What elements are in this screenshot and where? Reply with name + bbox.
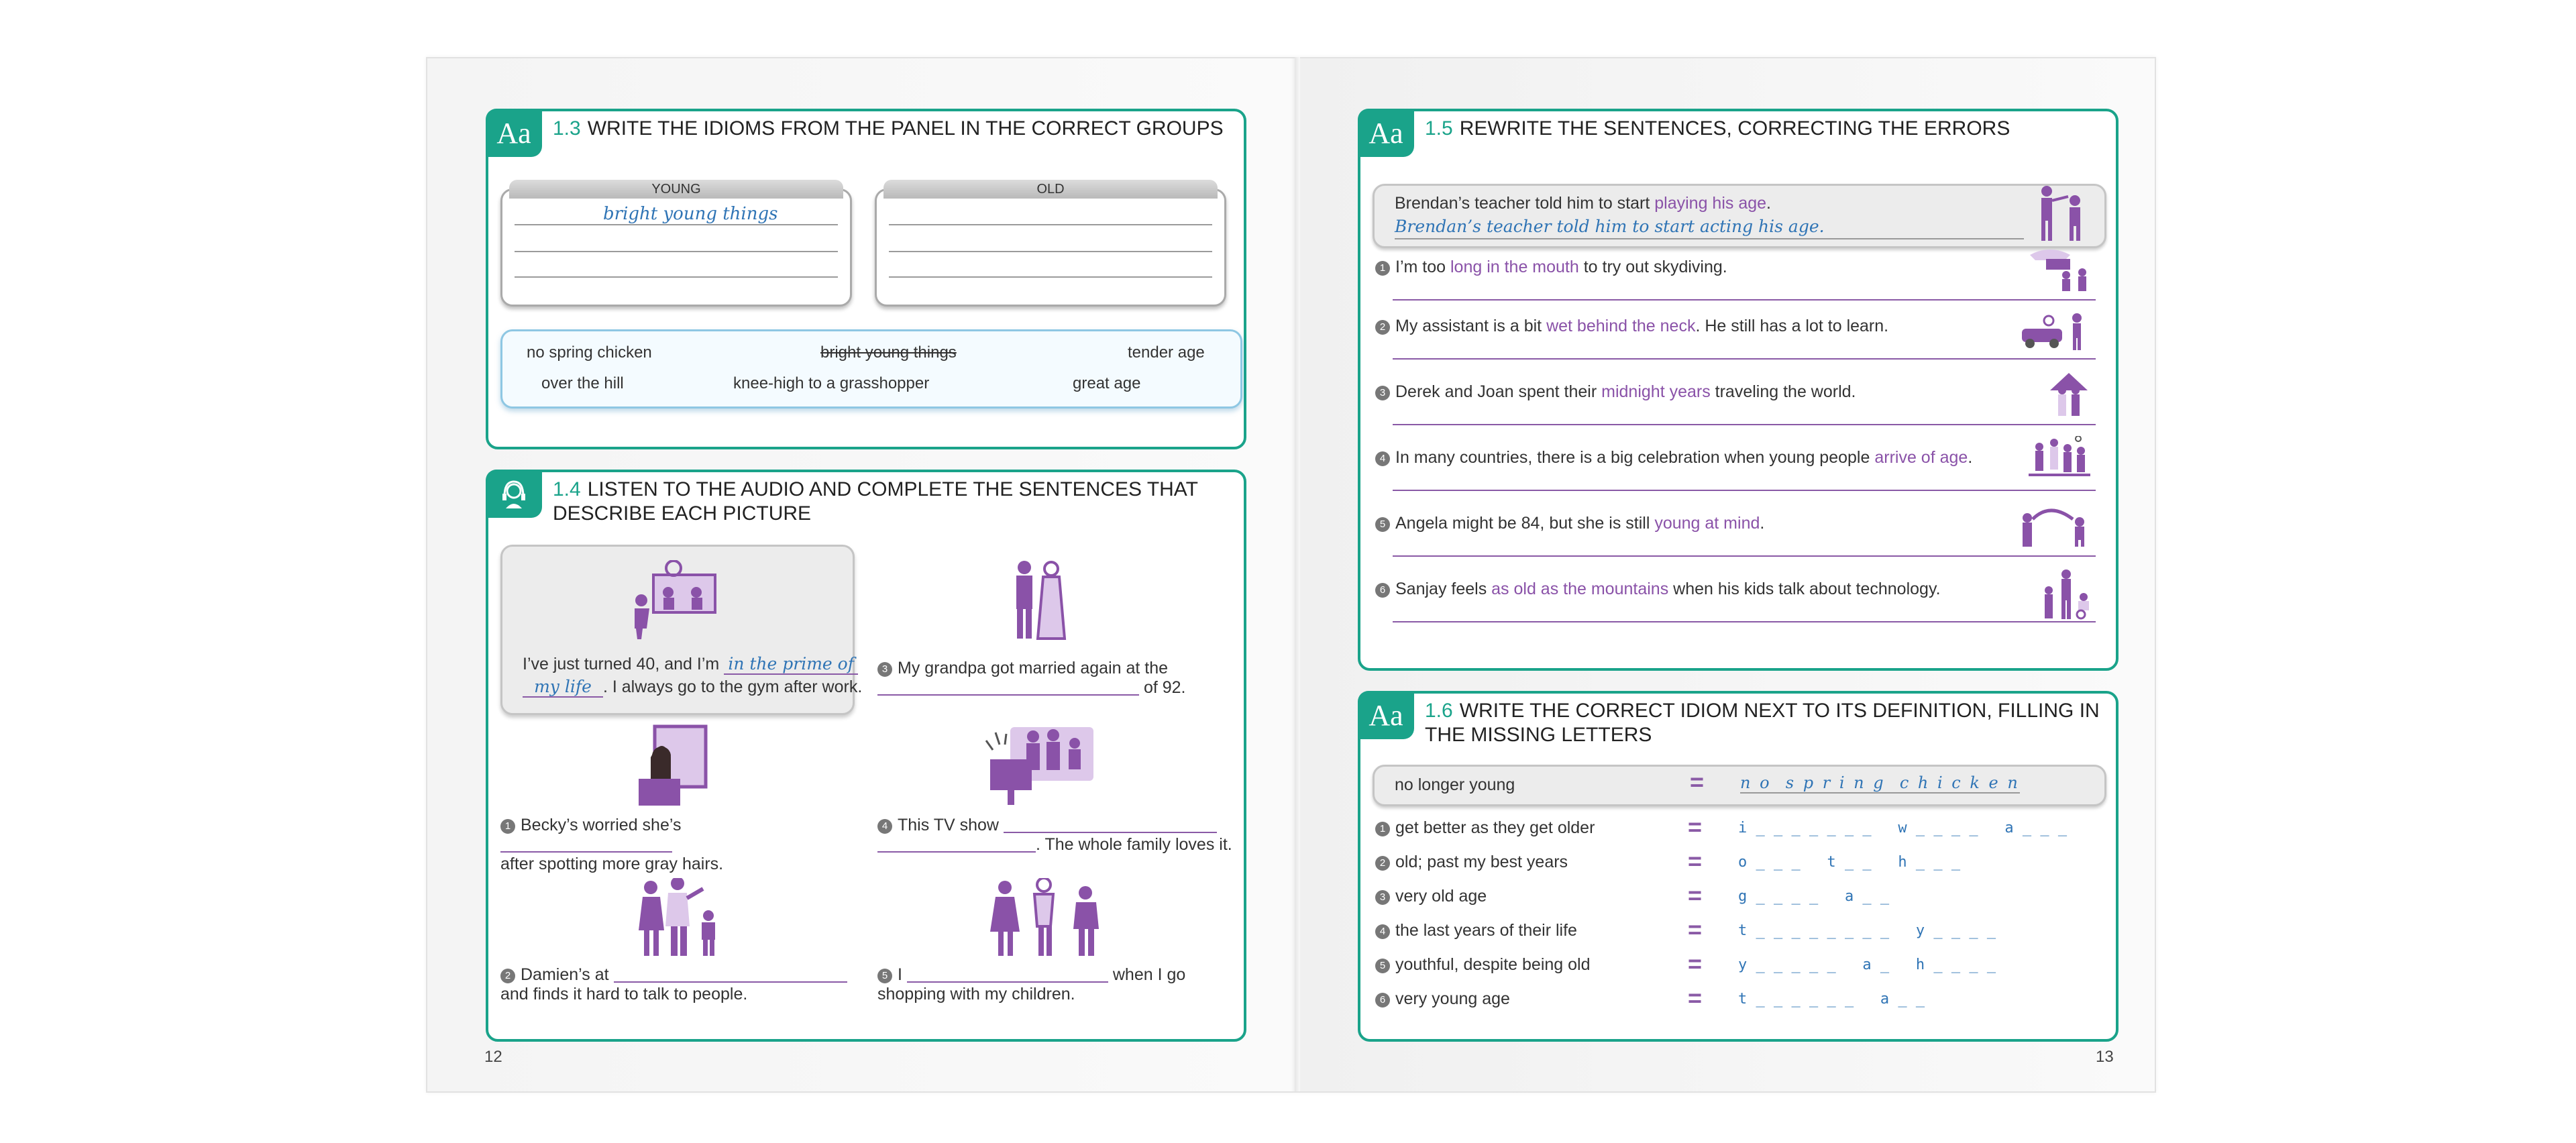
item-1-sentence: 1 Becky’s worried she’s after spotting more gray hairs.	[500, 816, 724, 873]
item-4-sentence: 4 This TV show . The whole family loves it.	[877, 816, 1233, 855]
panel-word-used: bright young things	[820, 343, 957, 362]
example-answer-line	[1395, 238, 2024, 239]
missing-letters-hint[interactable]: t _ _ _ _ _ _ a _ _	[1738, 991, 1925, 1008]
definition-label: the last years of their life	[1395, 921, 1577, 940]
panel-word: over the hill	[541, 374, 624, 392]
item-number-badge: 6	[1375, 993, 1390, 1008]
equals-sign: =	[1688, 813, 1703, 840]
sentence-picture	[2012, 502, 2093, 549]
sentence-text	[1375, 448, 1972, 468]
missing-letters-hint[interactable]: g _ _ _ _ a _ _	[1738, 888, 1890, 905]
sentence-post: traveling the world.	[1710, 382, 1856, 401]
definition-row-6	[1373, 985, 2102, 1016]
equals-sign: =	[1688, 881, 1703, 909]
vocabulary-aa-icon: Aa	[486, 109, 542, 157]
sentence-picture	[2039, 567, 2093, 621]
old-group-box	[875, 182, 1226, 307]
panel-word: knee-high to a grasshopper	[733, 374, 930, 392]
definition-text	[1375, 887, 1487, 906]
tv-family-picture	[983, 720, 1097, 808]
item-5-answer-line[interactable]	[907, 967, 1108, 983]
sentence-post: when his kids talk about technology.	[1668, 580, 1941, 598]
sentence-pre: In many countries, there is a big celebration when young people	[1395, 448, 1875, 467]
parent-teen-picture	[636, 878, 723, 959]
young-group-box	[500, 182, 852, 307]
young-answer: bright young things	[603, 204, 778, 224]
item-number-badge: 3	[1375, 386, 1390, 400]
sentence-pre: Derek and Joan spent their	[1395, 382, 1602, 401]
write-line	[515, 251, 838, 252]
example-answer-2: my life	[523, 677, 603, 698]
example-box	[500, 545, 863, 715]
write-line	[889, 276, 1212, 278]
sentence-row-2	[1373, 313, 2102, 369]
definition-label: old; past my best years	[1395, 853, 1568, 871]
idiom-word-panel	[500, 329, 1242, 409]
item-number-badge: 1	[1375, 261, 1390, 276]
sentence-post: .	[1968, 448, 1973, 467]
sentence-error: young at mind	[1654, 514, 1760, 533]
example-sentence: Brendan’s teacher told him to start playing his age.	[1395, 194, 1771, 213]
book-gutter	[1295, 57, 1300, 1091]
exercise-1-5-panel	[1358, 109, 2118, 671]
sentence-text	[1375, 382, 1856, 402]
correction-answer-line[interactable]	[1393, 299, 2096, 301]
definition-row-2	[1373, 849, 2102, 879]
definition-row-5	[1373, 951, 2102, 982]
item-number-badge: 5	[1375, 959, 1390, 973]
sentence-text	[1375, 514, 1764, 533]
correction-answer-line[interactable]	[1393, 490, 2096, 491]
sentence-text	[1375, 580, 1941, 599]
sentence-post: to try out skydiving.	[1578, 258, 1727, 276]
sentence-text	[1375, 258, 1727, 277]
sentence-error: arrive of age	[1874, 448, 1968, 467]
equals-sign: =	[1688, 847, 1703, 875]
example-idiom-answer: n o s p r i n g c h i c k e n	[1740, 773, 2020, 792]
equals-sign: =	[1688, 984, 1703, 1012]
write-line	[889, 251, 1212, 252]
missing-letters-hint[interactable]: t _ _ _ _ _ _ _ _ y _ _ _ _	[1738, 922, 1996, 939]
correction-answer-line[interactable]	[1393, 358, 2096, 360]
sentence-pre: Sanjay feels	[1395, 580, 1492, 598]
item-4-answer-line-2[interactable]	[877, 836, 1036, 853]
equals-sign: =	[1688, 950, 1703, 977]
item-1-answer-line[interactable]	[500, 836, 672, 853]
teacher-pupil-picture	[2032, 180, 2092, 242]
sentence-error: as old as the mountains	[1491, 580, 1669, 598]
missing-letters-hint[interactable]: y _ _ _ _ _ a _ h _ _ _ _	[1738, 957, 1996, 973]
equals-sign: =	[1690, 768, 1705, 796]
vocabulary-aa-icon: Aa	[1358, 109, 1414, 157]
example-sentence-line2: my life . I always go to the gym after work.	[523, 677, 862, 698]
mirror-picture	[635, 724, 708, 808]
item-number-badge: 4	[1375, 924, 1390, 939]
correction-answer-line[interactable]	[1393, 621, 2096, 622]
shopping-picture	[985, 878, 1112, 959]
correction-answer-line[interactable]	[1393, 555, 2096, 557]
listening-headphones-icon	[486, 470, 542, 518]
definition-label: very old age	[1395, 887, 1487, 906]
definition-example-row	[1373, 765, 2106, 806]
panel-word: great age	[1073, 374, 1141, 392]
definition-label: youthful, despite being old	[1395, 955, 1591, 974]
sentence-post: .	[1760, 514, 1765, 533]
item-number-badge: 1	[1375, 822, 1390, 836]
exercise-1-3-panel	[486, 109, 1246, 449]
item-number-badge: 3	[1375, 890, 1390, 905]
sentence-text	[1375, 317, 1888, 336]
exercise-1-3-title: 1.3 WRITE THE IDIOMS FROM THE PANEL IN THE CORRECT GROUPS	[553, 117, 1224, 140]
definition-text	[1375, 853, 1568, 872]
item-number-badge: 5	[1375, 517, 1390, 532]
page-number-right: 13	[2096, 1048, 2114, 1066]
missing-letters-hint[interactable]: o _ _ _ t _ _ h _ _ _	[1738, 854, 1961, 871]
panel-word: tender age	[1128, 343, 1205, 362]
exercise-1-6-panel	[1358, 691, 2118, 1042]
item-number-badge: 4	[1375, 451, 1390, 466]
wedding-picture	[1008, 559, 1069, 640]
sentence-row-6	[1373, 576, 2102, 632]
equals-sign: =	[1688, 916, 1703, 943]
definition-row-4	[1373, 917, 2102, 948]
sentence-picture	[2026, 246, 2093, 292]
item-number-badge: 2	[1375, 320, 1390, 335]
sentence-error: wet behind the neck	[1546, 317, 1696, 335]
item-2-answer-line[interactable]	[614, 967, 847, 983]
sentence-error: midnight years	[1601, 382, 1711, 401]
definition-row-1	[1373, 814, 2102, 845]
item-number-badge: 2	[1375, 856, 1390, 871]
page-number-left: 12	[484, 1048, 502, 1066]
sentence-error: long in the mouth	[1450, 258, 1579, 276]
definition-label: very young age	[1395, 989, 1510, 1008]
definition-text	[1375, 921, 1577, 940]
sentence-pre: My assistant is a bit	[1395, 317, 1547, 335]
item-4-answer-line[interactable]	[1004, 817, 1217, 833]
sentence-row-3	[1373, 378, 2102, 435]
sentence-row-4	[1373, 444, 2102, 500]
example-sentence-line1: I’ve just turned 40, and I’m in the prime of	[523, 654, 858, 675]
vocabulary-aa-icon: Aa	[1358, 691, 1414, 739]
definition-text	[1375, 955, 1591, 975]
example-definition: no longer young	[1395, 775, 1515, 794]
definition-label: get better as they get older	[1395, 818, 1595, 837]
example-corrected-answer: Brendan’s teacher told him to start acting his age.	[1395, 217, 1825, 236]
item-3-sentence: 3 My grandpa got married again at the of 92.	[877, 659, 1226, 698]
sentence-row-1	[1373, 254, 2102, 310]
panel-word: no spring chicken	[527, 343, 652, 362]
write-line	[515, 276, 838, 278]
definition-text	[1375, 989, 1510, 1009]
exercise-1-5-title: 1.5 REWRITE THE SENTENCES, CORRECTING THE ERRORS	[1425, 117, 2010, 140]
correction-answer-line[interactable]	[1393, 424, 2096, 425]
item-number-badge: 6	[1375, 583, 1390, 598]
sentence-picture	[2019, 305, 2093, 351]
sentence-pre: Angela might be 84, but she is still	[1395, 514, 1655, 533]
write-line	[515, 224, 838, 225]
example-row	[1373, 184, 2106, 248]
exercise-1-4-title: 1.4 LISTEN TO THE AUDIO AND COMPLETE THE SENTENCES THAT DESCRIBE EACH PICTURE	[553, 478, 1198, 525]
young-label: YOUNG	[509, 180, 843, 199]
sentence-picture	[2046, 370, 2093, 417]
sentence-post: . He still has a lot to learn.	[1695, 317, 1889, 335]
definition-text	[1375, 818, 1595, 838]
definition-row-3	[1373, 883, 2102, 914]
sentence-picture	[2026, 436, 2093, 490]
missing-letters-hint[interactable]: i _ _ _ _ _ _ _ w _ _ _ _ a _ _ _	[1738, 820, 2068, 836]
sentence-row-5	[1373, 510, 2102, 566]
exercise-1-6-title: 1.6 WRITE THE CORRECT IDIOM NEXT TO ITS DEFINITION, FILLING IN THE MISSING LETTERS	[1425, 700, 2100, 746]
example-answer-1: in the prime of	[724, 654, 858, 675]
item-3-answer-line[interactable]	[877, 679, 1139, 696]
write-line	[889, 224, 1212, 225]
gym-picture	[627, 560, 727, 641]
sentence-pre: I’m too	[1395, 258, 1450, 276]
item-2-sentence: 2 Damien’s at and finds it hard to talk to people.	[500, 965, 856, 1004]
item-5-sentence: 5 I when I go shopping with my children.	[877, 965, 1186, 1003]
old-label: OLD	[883, 180, 1218, 199]
exercise-1-4-panel	[486, 470, 1246, 1042]
